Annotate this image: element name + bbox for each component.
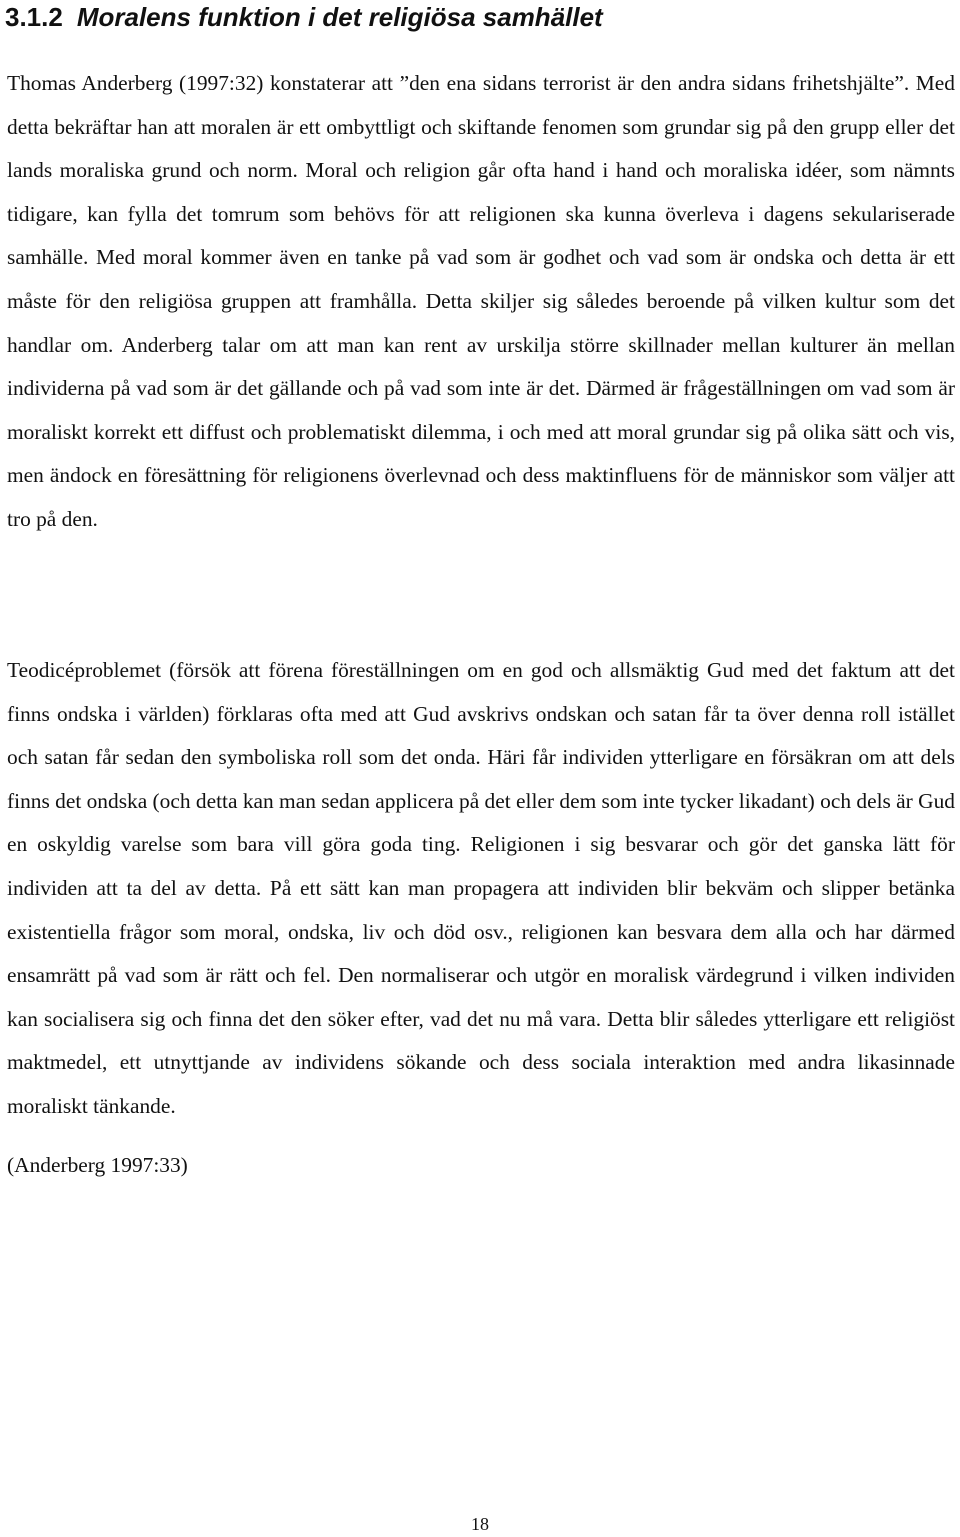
body-paragraph-1: Thomas Anderberg (1997:32) konstaterar att ”den ena sidans terrorist är den andra sidans frihetshjälte”. Med detta bekräftar han att moralen är ett ombyttligt och skiftande fenomen som grundar sig på den grupp eller det lands moraliska grund och norm. Moral och religion går ofta hand i hand och moraliska idéer, som nämnts tidigare, kan fylla det tomrum som behövs för att religionen ska kunna överleva i dagens sekulariserade samhälle. Med moral kommer även en tanke på vad som är godhet och vad som är ondska och detta är ett måste för den religiösa gruppen att framhålla. Detta skiljer sig således beroende på vilken kultur som det handlar om. Anderberg talar om att man kan rent av urskilja större skillnader mellan kulturer än mellan individerna på vad som är det gällande och på vad som inte är det. Därmed är frågeställningen om vad som är moraliskt korrekt ett diffust och problematiskt dilemma, i och med att moral grundar sig på olika sätt och vis, men ändock en föresättning för religionens överlevnad och dess maktinfluens för de människor som väljer att tro på den. [7,71,955,531]
section-number: 3.1.2 [5,2,63,32]
section-title: Moralens funktion i det religiösa samhället [76,2,603,32]
body-paragraph-2: Teodicéproblemet (försök att förena föreställningen om en god och allsmäktig Gud med det faktum att det finns ondska i världen) förklaras ofta med att Gud avskrivs ondskan och satan får ta över denna roll istället och satan får sedan den symboliska roll som det onda. Häri får individen ytterligare en försäkran om att dels finns det ondska (och detta kan man sedan applicera på det eller dem som inte tycker likadant) och dels är Gud en oskyldig varelse som bara vill göra goda ting. Religionen i sig besvarar och gör det ganska lätt för individen att ta del av detta. På ett sätt kan man propagera att individen blir bekväm och slipper betänka existentiella frågor som moral, ondska, liv och död osv., religionen kan besvara dem alla och har därmed ensamrätt på vad som är rätt och fel. Den normaliserar och utgör en moralisk värdegrund i vilken individen kan socialisera sig och finna det den söker efter, vad det nu må vara. Detta blir således ytterligare ett religiöst maktmedel, ett utnyttjande av individens sökande och dess sociala interaktion med andra likasinnade moraliskt tänkande. [7,658,955,1118]
section-heading [5,0,603,34]
page-number: 18 [471,1514,489,1534]
citation: (Anderberg 1997:33) [7,1153,188,1177]
